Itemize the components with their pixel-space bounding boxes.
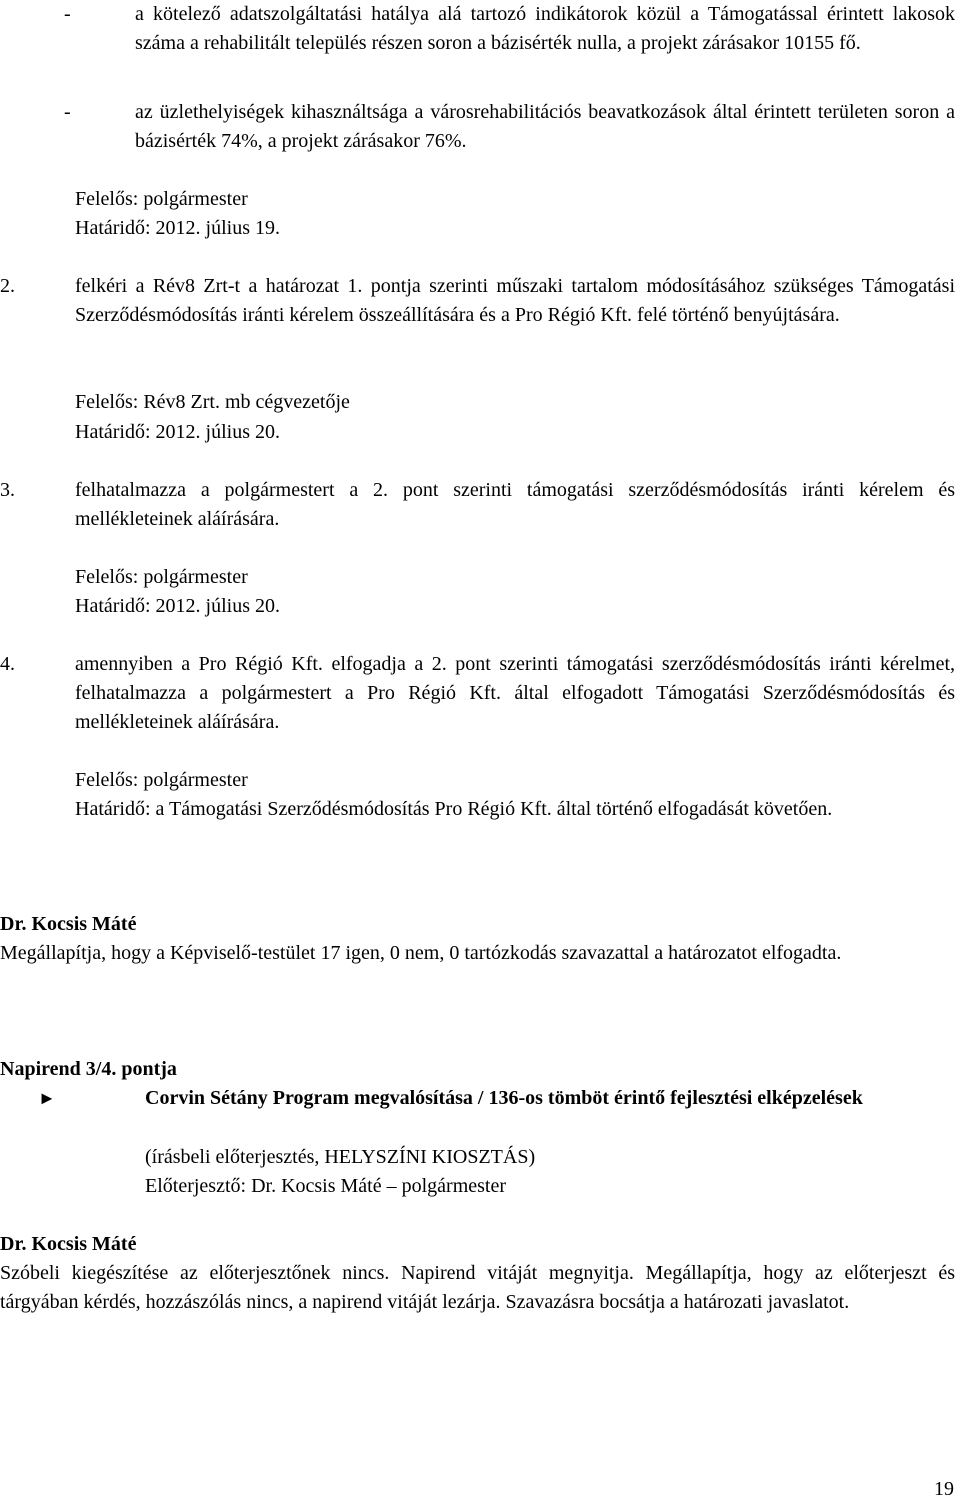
- deadline-line: Határidő: 2012. július 20.: [75, 421, 280, 443]
- page-number: 19: [934, 1478, 954, 1500]
- item-number: 4.: [0, 653, 15, 675]
- deadline-line: Határidő: 2012. július 20.: [75, 595, 280, 617]
- item-number: 2.: [0, 275, 15, 297]
- statement-paragraph: Szóbeli kiegészítése az előterjesztőnek nincs. Napirend vitáját megnyitja. Megállapítja, hogy az előterjeszt és tárgyában kérdés, hozzászólás nincs, a napirend vitáját lezárja. Szavazásra bocsátja a határozati javaslatot.: [0, 1262, 955, 1313]
- responsible-line: Felelős: polgármester: [75, 769, 248, 791]
- bullet-text: a kötelező adatszolgáltatási hatálya alá tartozó indikátorok közül a Támogatással érintett lakosok száma a rehabilitált település részen soron a bázisérték nulla, a projekt zárásakor 10155 fő.: [135, 3, 955, 54]
- responsible-line: Felelős: polgármester: [75, 566, 248, 588]
- statement-paragraph: Megállapítja, hogy a Képviselő-testület 17 igen, 0 nem, 0 tartózkodás szavazattal a határozatot elfogadta.: [0, 942, 842, 964]
- arrow-right-icon: ►: [38, 1088, 56, 1108]
- agenda-title: Corvin Sétány Program megvalósítása / 136-os tömböt érintő fejlesztési elképzelések: [145, 1087, 863, 1109]
- deadline-line: Határidő: 2012. július 19.: [75, 217, 280, 239]
- speaker-name: Dr. Kocsis Máté: [0, 913, 137, 935]
- bullet-text: az üzlethelyiségek kihasználtsága a városrehabilitációs beavatkozások által érintett területen soron a bázisérték 74%, a projekt zárásakor 76%.: [135, 101, 955, 152]
- item-number: 3.: [0, 479, 15, 501]
- responsible-line: Felelős: Rév8 Zrt. mb cégvezetője: [75, 391, 350, 413]
- speaker-name: Dr. Kocsis Máté: [0, 1233, 137, 1255]
- deadline-line: Határidő: a Támogatási Szerződésmódosítás Pro Régió Kft. által történő elfogadását követően.: [75, 798, 833, 820]
- bullet-marker: -: [64, 3, 71, 25]
- item-text: amennyiben a Pro Régió Kft. elfogadja a 2. pont szerinti támogatási szerződésmódosítás iránti kérelmet, felhatalmazza a polgármestert a Pro Régió Kft. által elfogadott Támogatási Szerződésmódosítás és mellékleteinek aláírására.: [75, 653, 955, 733]
- agenda-note: (írásbeli előterjesztés, HELYSZÍNI KIOSZTÁS): [145, 1146, 536, 1168]
- item-text: felkéri a Rév8 Zrt-t a határozat 1. pontja szerinti műszaki tartalom módosításához szükséges Támogatási Szerződésmódosítás iránti kérelem összeállítására és a Pro Régió Kft. felé történő benyújtására.: [75, 275, 955, 326]
- agenda-presenter: Előterjesztő: Dr. Kocsis Máté – polgármester: [145, 1175, 507, 1197]
- bullet-marker: -: [64, 101, 71, 123]
- agenda-label: Napirend 3/4. pontja: [0, 1058, 177, 1080]
- responsible-line: Felelős: polgármester: [75, 188, 248, 210]
- item-text: felhatalmazza a polgármestert a 2. pont szerinti támogatási szerződésmódosítás iránti kérelem és mellékleteinek aláírására.: [75, 479, 955, 530]
